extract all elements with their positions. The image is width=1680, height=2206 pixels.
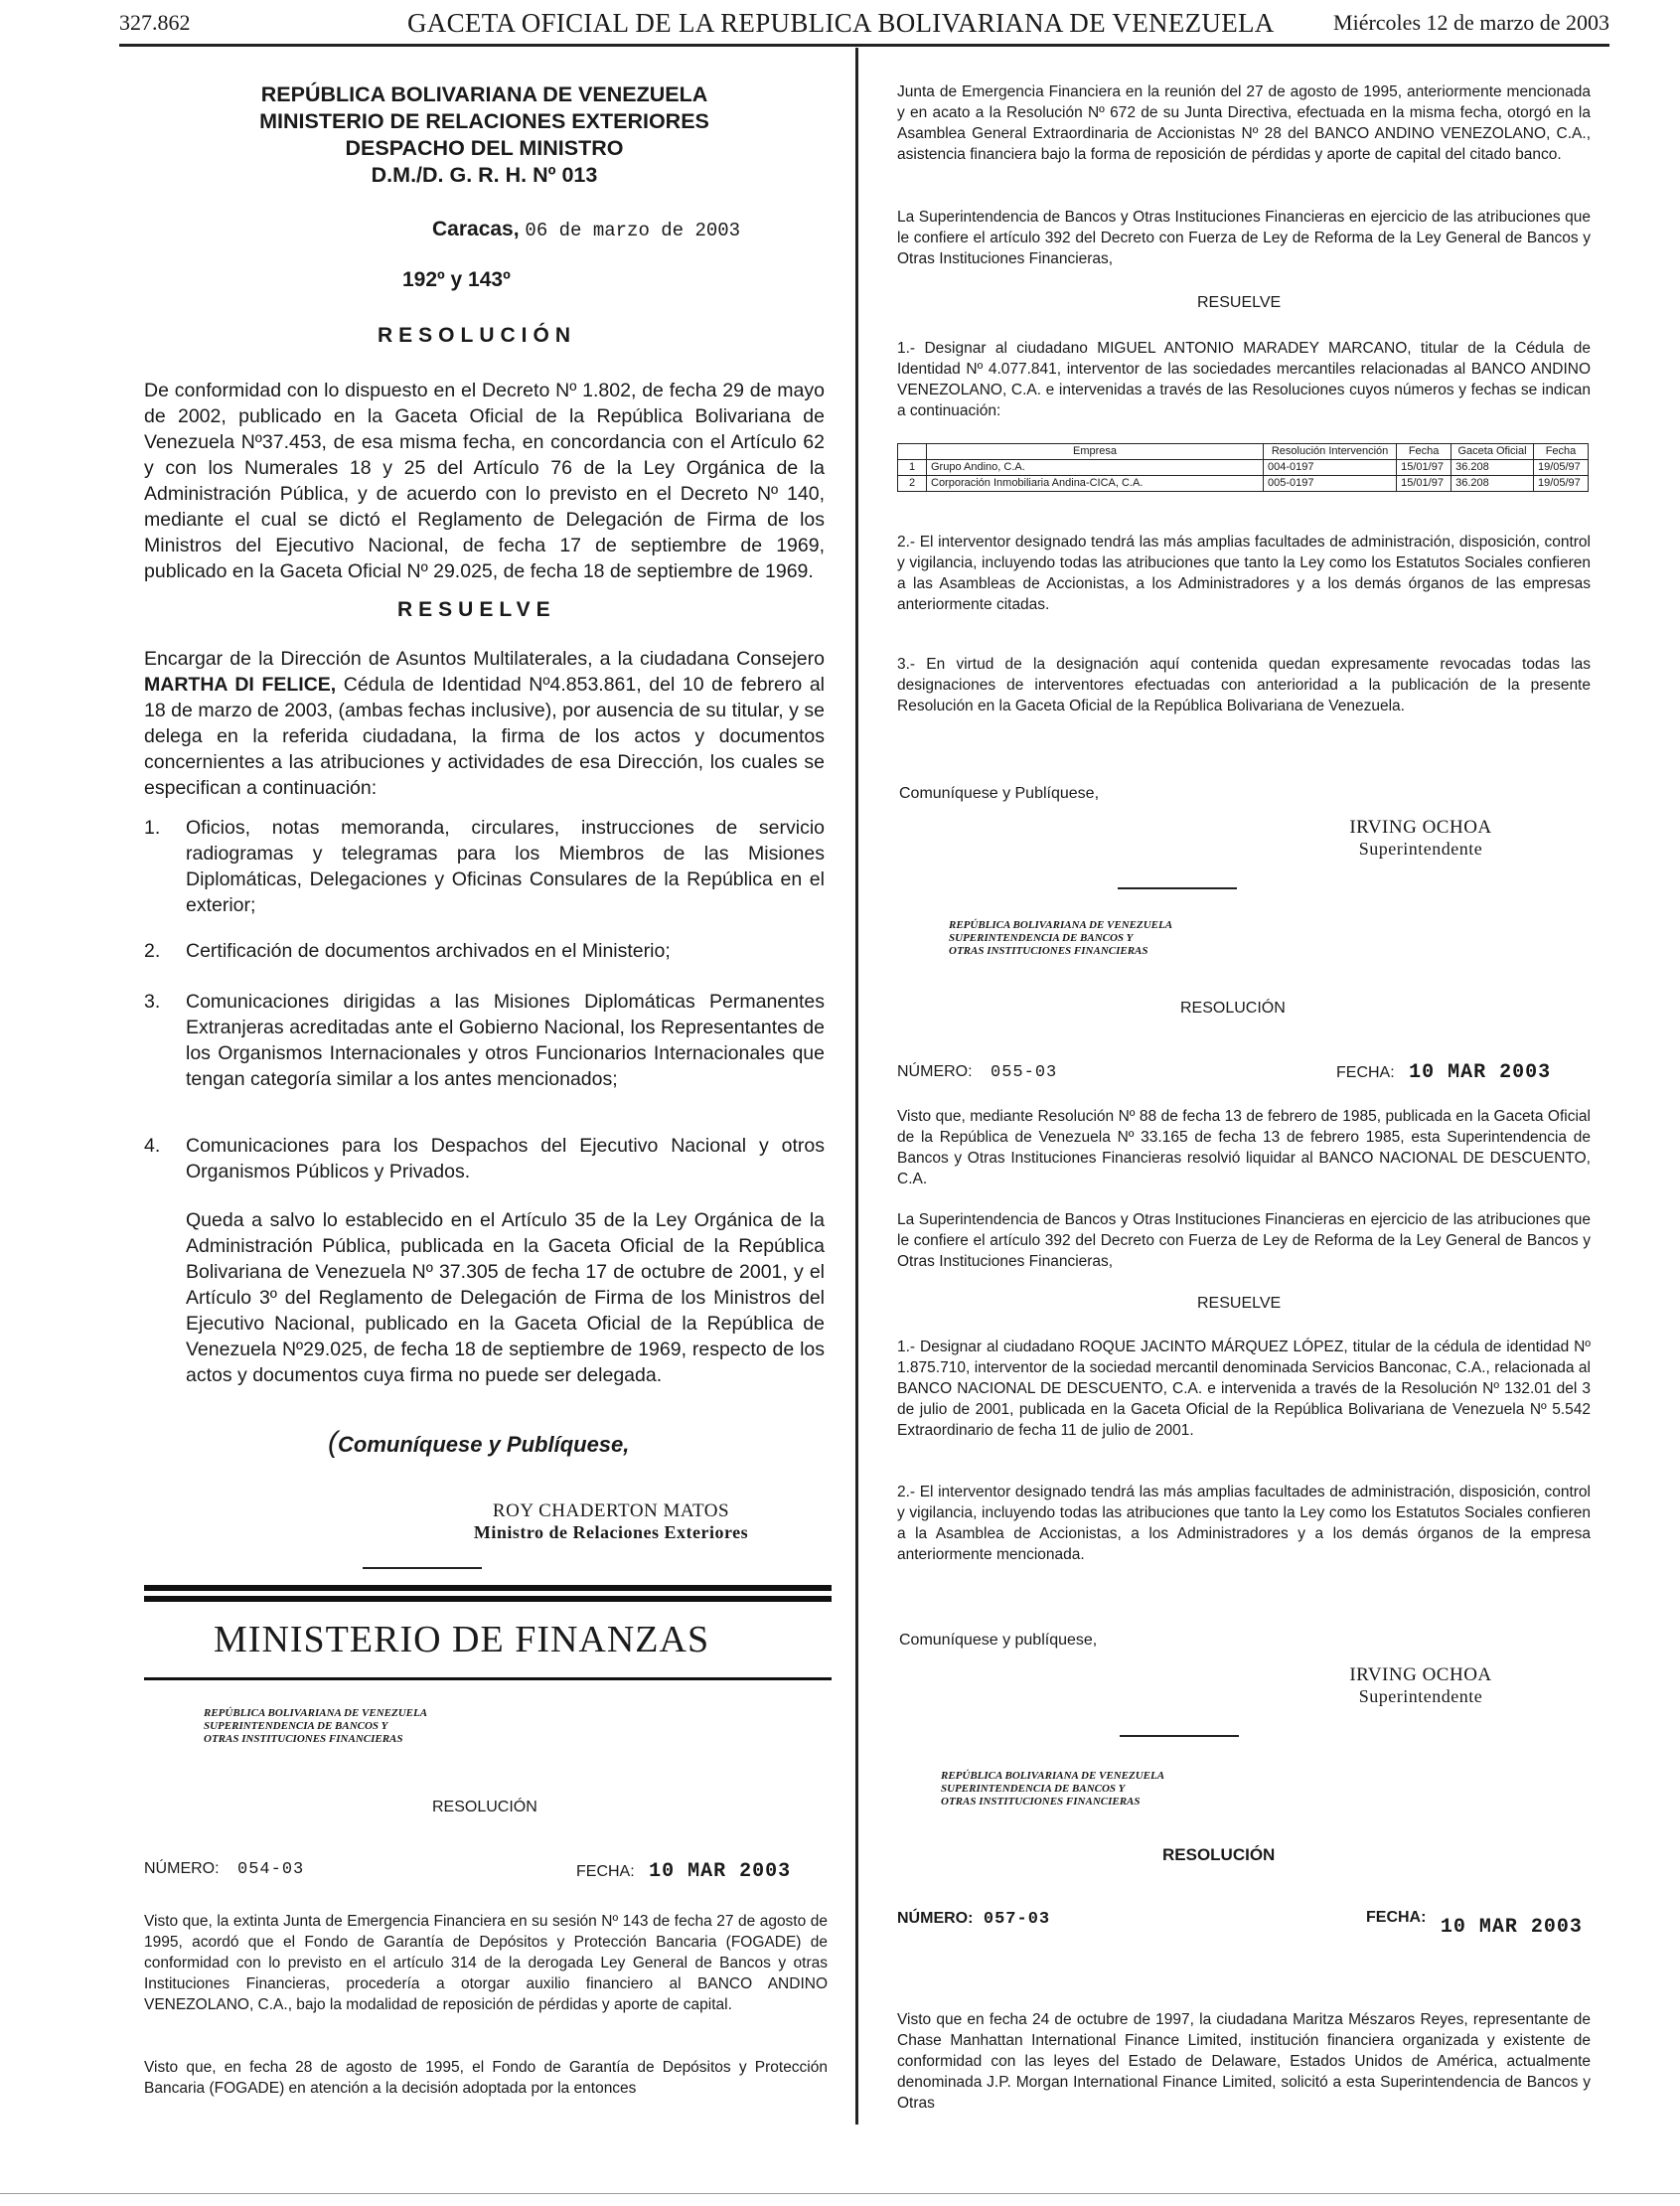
left-heading-block [144,81,825,189]
heading-republic: REPÚBLICA BOLIVARIANA DE VENEZUELA [260,82,708,106]
intervention-table [897,443,1589,492]
list-item: 4. Comunicaciones para los Despachos del Ejecutivo Nacional y otros Organismos Públicos y Privados. [144,1135,825,1182]
list-item: 1. Oficios, notas memoranda, circulares, instrucciones de servicio radiogramas y telegramas para los Miembros de las Misiones Diplomáticas, Delegaciones y Oficinas Consulares de la República en el exterior; [144,817,825,916]
table-header-row: Empresa Resolución Intervención Fecha Gaceta Oficial Fecha [898,444,1589,460]
resuelve-heading: RESUELVE [1197,1295,1282,1312]
ministry-title: MINISTERIO DE FINANZAS [214,1619,710,1660]
designation-paragraph: 1.- Designar al ciudadano MIGUEL ANTONIO MARADEY MARCANO, titular de la Cédula de Identidad Nº 4.077.841, interventor de las sociedades mercantiles relacionadas al BANCO ANDINO VENEZOLANO, C.A. e intervenidas a través de las Resoluciones cuyos números y fechas se indican a continuación: [897,340,1591,419]
header-rule [119,44,1609,47]
delegation-paragraph: Encargar de la Dirección de Asuntos Multilaterales, a la ciudadana Consejero MARTHA DI FELICE, Cédula de Identidad Nº4.853.861, del 10 de febrero al 18 de marzo de 2003, (ambas fechas inclusive), por ausencia de su titular, y se delega en la referida ciudadana, la firma de los actos y documentos concernientes a las atribuciones y actividades de esa Dirección, los cuales se especifican a continuación: [144,648,825,799]
resolution-057-number: NÚMERO: 057-03 [897,1910,1051,1929]
resolution-057-date: FECHA: 10 MAR 2003 [1366,1909,1583,1939]
resolution-055-date: FECHA: 10 MAR 2003 [1336,1061,1552,1084]
issue-date: Miércoles 12 de marzo de 2003 [1333,10,1609,35]
comuniquese-left: (Comuníquese y Publíquese, [328,1426,630,1459]
resolution-055-number: NÚMERO: 055-03 [897,1063,1058,1082]
resuelve-heading: RESUELVE [397,598,556,621]
delegate-name: MARTHA DI FELICE, [144,674,337,696]
heading-code: D.M./D. G. R. H. Nº 013 [371,163,598,187]
org-block: REPÚBLICA BOLIVARIANA DE VENEZUELA SUPERINTENDENCIA DE BANCOS Y OTRAS INSTITUCIONES FINANCIERAS [204,1707,428,1745]
closing-paragraph: Queda a salvo lo establecido en el Artículo 35 de la Ley Orgánica de la Administración Pública, publicada en la Gaceta Oficial de la República Bolivariana de Venezuela Nº 37.305 de fecha 17 de octubre de 2001, y el Artículo 3º del Reglamento de Delegación de Firma de los Ministros del Ejecutivo Nacional, publicado en la Gaceta Oficial de la República de Venezuela Nº29.025, de fecha 18 de septiembre de 1969, respecto de los actos y documentos cuya firma no puede ser delegada. [186,1209,825,1386]
section-rule [144,1677,832,1680]
resolution-054-number: NÚMERO: 054-03 [144,1860,305,1879]
resolution-055-paragraph: Visto que, mediante Resolución Nº 88 de fecha 13 de febrero de 1985, publicada en la Gaceta Oficial de la República de Venezuela Nº 33.165 de fecha 13 de febrero 1985, esta Superintendencia de Bancos y Otras Instituciones Financieras resolvió liquidar al BANCO NACIONAL DE DESCUENTO, C.A. [897,1108,1591,1187]
resolution-054-date: FECHA: 10 MAR 2003 [576,1860,792,1883]
page-number: 327.862 [119,10,191,35]
heading-ministry: MINISTERIO DE RELACIONES EXTERIORES [259,109,709,133]
section-bar [144,1585,832,1591]
place: Caracas, [432,218,520,240]
comuniquese-right: Comuníquese y publíquese, [899,1632,1098,1649]
powers-paragraph: 2.- El interventor designado tendrá las más amplias facultades de administración, disposición, control y vigilancia, incluyendo todas las atribuciones que tanto la Ley como los Estatutos Sociales confieren a las Asambleas de Accionistas, a los Administradores y a los demás órganos de las empresas anteriormente citadas. [897,534,1591,613]
place-date [432,218,740,241]
document-date: 06 de marzo de 2003 [525,220,741,241]
signature-line [1120,1735,1239,1737]
signer-name: ROY CHADERTON MATOS [492,1500,730,1521]
fogade-continuation: Junta de Emergencia Financiera en la reunión del 27 de agosto de 1995, anteriormente mencionada y en acato a la Resolución Nº 672 de su Junta Directiva, efectuada en la misma fecha, otorgó en la Asamblea General Extraordinaria de Accionistas Nº 28 del BANCO ANDINO VENEZOLANO, C.A., asistencia financiera bajo la forma de reposición de pérdidas y aporte de capital del citado banco. [897,83,1591,163]
resolution-055-paragraph: La Superintendencia de Bancos y Otras Instituciones Financieras en ejercicio de las atribuciones que le confiere el artículo 392 del Decreto con Fuerza de Ley de Reforma de la Ley General de Bancos y Otras Instituciones Financieras, [897,1211,1591,1270]
years: 192º y 143º [402,268,511,291]
column-divider [855,48,858,2125]
signer-title: Ministro de Relaciones Exteriores [473,1522,749,1542]
right-signature: IRVING OCHOA Superintendente [1349,817,1492,859]
resolution-054-title: RESOLUCIÓN [432,1799,537,1815]
resolution-055-paragraph: 1.- Designar al ciudadano ROQUE JACINTO MÁRQUEZ LÓPEZ, titular de la cédula de identidad Nº 1.875.710, interventor de la sociedad mercantil denominada Servicios Banconac, C.A., relacionada al BANCO NACIONAL DE DESCUENTO, C.A. e intervenida a través de la Resolución Nº 132.01 del 3 de julio de 2001, publicada en la Gaceta Oficial de la República Bolivariana de Venezuela Nº 5.542 Extraordinario de fecha 11 de julio de 2001. [897,1339,1591,1439]
table-row: 2 Corporación Inmobiliaria Andina-CICA, C.A. 005-0197 15/01/97 36.208 19/05/97 [898,476,1589,492]
org-block: REPÚBLICA BOLIVARIANA DE VENEZUELA SUPERINTENDENCIA DE BANCOS Y OTRAS INSTITUCIONES FINANCIERAS [941,1770,1165,1808]
resolution-057-paragraph: Visto que en fecha 24 de octubre de 1997, la ciudadana Maritza Mészaros Reyes, representante de Chase Manhattan International Finance Limited, institución financiera organizada y existente de conformidad con las leyes del Estado de Delaware, Estados Unidos de América, actualmente denominada J.P. Morgan International Finance Limited, solicitó a esta Superintendencia de Bancos y Otras [897,2011,1591,2112]
resolution-057-title: RESOLUCIÓN [1162,1845,1276,1864]
page-bottom-edge [0,2193,1680,2194]
gazette-title: GACETA OFICIAL DE LA REPUBLICA BOLIVARIANA DE VENEZUELA [407,8,1275,38]
right-signature: IRVING OCHOA Superintendente [1349,1664,1492,1706]
resolution-title: RESOLUCIÓN [378,324,577,347]
resolution-054-paragraph: Visto que, la extinta Junta de Emergencia Financiera en su sesión Nº 143 de fecha 27 de agosto de 1995, acordó que el Fondo de Garantía de Depósitos y Protección Bancaria (FOGADE) de conformidad con lo previsto en el artículo 314 de la derogada Ley General de Bancos y otras Instituciones Financieras, procedería a otorgar auxilio financiero al BANCO ANDINO VENEZOLANO, C.A., bajo la modalidad de reposición de pérdidas y aporte de capital. [144,1913,828,2013]
table-row: 1 Grupo Andino, C.A. 004-0197 15/01/97 36.208 19/05/97 [898,460,1589,476]
resuelve-heading: RESUELVE [1197,294,1282,311]
intro-paragraph: De conformidad con lo dispuesto en el Decreto Nº 1.802, de fecha 29 de mayo de 2002, publicado en la Gaceta Oficial de la República Bolivariana de Venezuela Nº37.453, de esa misma fecha, en concordancia con el Artículo 62 y con los Numerales 18 y 25 del Artículo 76 de la Ley Orgánica de la Administración Pública, y de acuerdo con lo previsto en el Decreto Nº 140, mediante el cual se dictó el Reglamento de Delegación de Firma de los Ministros del Ejecutivo Nacional, de fecha 17 de septiembre de 1969, publicado en la Gaceta Oficial Nº 29.025, de fecha 18 de septiembre de 1969. [144,380,825,582]
list-item: 2. Certificación de documentos archivados en el Ministerio; [144,940,671,962]
revocation-paragraph: 3.- En virtud de la designación aquí contenida quedan expresamente revocadas todas las designaciones de interventores efectuadas con anterioridad a la publicación de la presente Resolución en la Gaceta Oficial de la República Bolivariana de Venezuela. [897,656,1591,714]
signature-line [363,1567,482,1569]
left-signature [427,1500,795,1543]
page-header [119,8,1609,44]
superintendencia-paragraph: La Superintendencia de Bancos y Otras Instituciones Financieras en ejercicio de las atribuciones que le confiere el artículo 392 del Decreto con Fuerza de Ley de Reforma de la Ley General de Bancos y Otras Instituciones Financieras, [897,209,1591,267]
comuniquese-right: Comuníquese y Publíquese, [899,785,1100,802]
list-item: 3. Comunicaciones dirigidas a las Misiones Diplomáticas Permanentes Extranjeras acreditadas ante el Gobierno Nacional, los Representantes de los Organismos Internacionales y otros Funcionarios Internacionales que tengan categoría similar a los antes mencionados; [144,991,825,1090]
resolution-055-title: RESOLUCIÓN [1180,1000,1286,1017]
heading-office: DESPACHO DEL MINISTRO [345,136,624,160]
org-block: REPÚBLICA BOLIVARIANA DE VENEZUELA SUPERINTENDENCIA DE BANCOS Y OTRAS INSTITUCIONES FINANCIERAS [949,919,1173,957]
resolution-055-paragraph: 2.- El interventor designado tendrá las más amplias facultades de administración, disposición, control y vigilancia, incluyendo todas las atribuciones que tanto la Ley como los Estatutos Sociales confieren a la Asamblea de Accionistas, a los Administradores y a los demás órganos de la empresa anteriormente mencionada. [897,1484,1591,1563]
section-bar [144,1596,832,1602]
signature-line [1118,887,1237,889]
resolution-054-paragraph: Visto que, en fecha 28 de agosto de 1995, el Fondo de Garantía de Depósitos y Protección Bancaria (FOGADE) en atención a la decisión adoptada por la entonces [144,2059,828,2097]
